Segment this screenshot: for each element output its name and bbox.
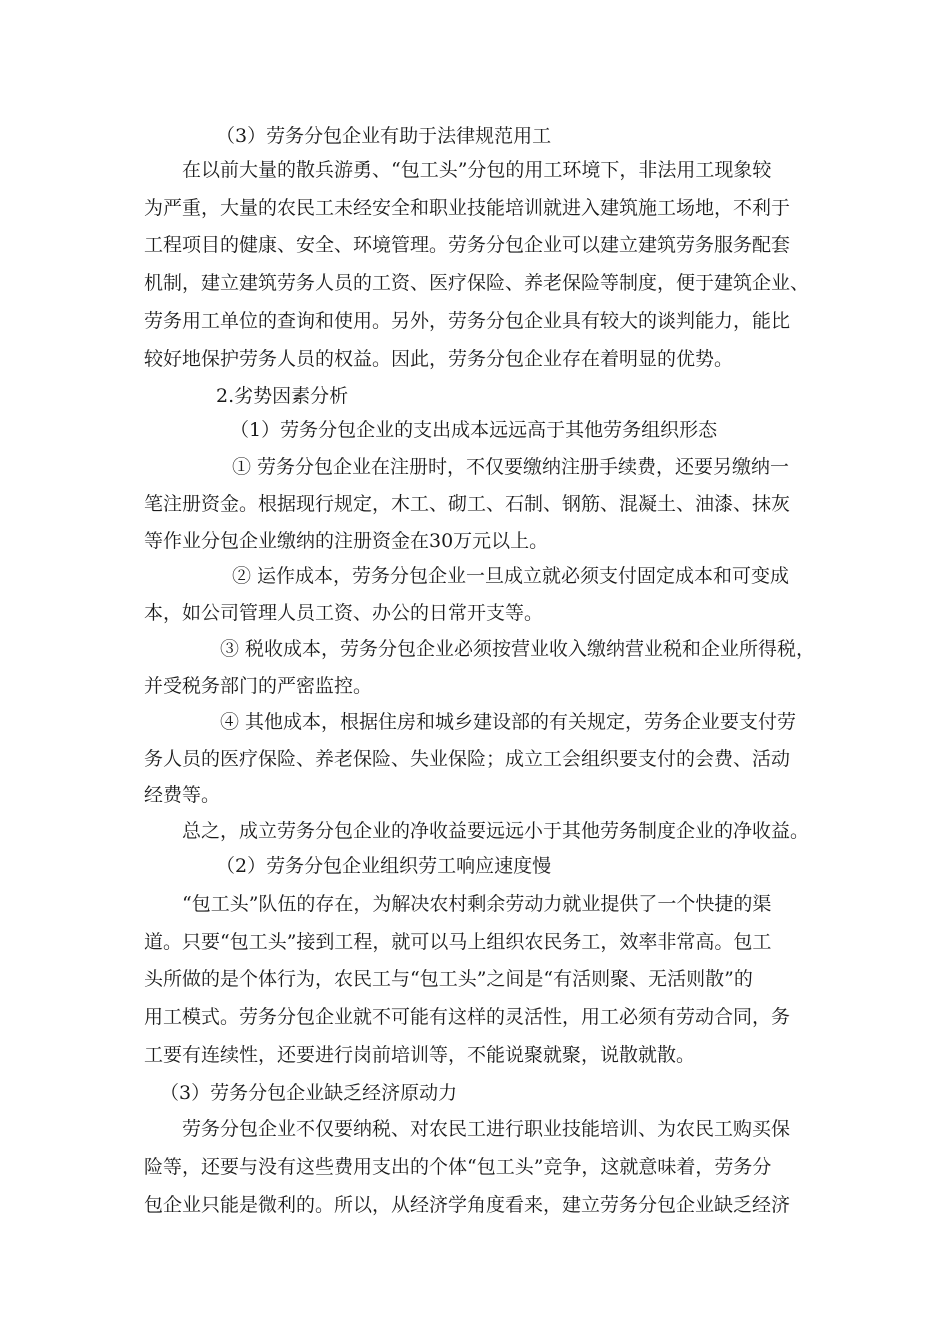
paragraph-line: 险等，还要与没有这些费用支出的个体“包工头”竞争，这就意味着，劳务分 [144,1156,772,1178]
paragraph-line: 劳务分包企业不仅要纳税、对农民工进行职业技能培训、为农民工购买保 [182,1118,791,1140]
paragraph-line: 工要有连续性，还要进行岗前培训等，不能说聚就聚，说散就散。 [144,1044,696,1066]
section-heading-legal-employment: （3）劳务分包企业有助于法律规范用工 [216,125,552,147]
subsection-heading-costs: （1）劳务分包企业的支出成本远远高于其他劳务组织形态 [230,419,718,441]
paragraph-line: 务人员的医疗保险、养老保险、失业保险；成立工会组织要支付的会费、活动 [144,748,791,770]
paragraph-line: 等作业分包企业缴纳的注册资金在30万元以上。 [144,530,549,552]
paragraph-line: 工程项目的健康、安全、环境管理。劳务分包企业可以建立建筑劳务服务配套 [144,234,791,256]
paragraph-line: “包工头”队伍的存在，为解决农村剩余劳动力就业提供了一个快捷的渠 [182,893,772,915]
paragraph-line: 较好地保护劳务人员的权益。因此，劳务分包企业存在着明显的优势。 [144,348,734,370]
paragraph-line: 笔注册资金。根据现行规定，木工、砌工、石制、钢筋、混凝土、油漆、抹灰 [144,493,791,515]
list-item-line: ① 劳务分包企业在注册时，不仅要缴纳注册手续费，还要另缴纳一 [232,456,790,478]
list-item-line: ② 运作成本，劳务分包企业一旦成立就必须支付固定成本和可变成 [232,565,790,587]
paragraph-line: 在以前大量的散兵游勇、“包工头”分包的用工环境下，非法用工现象较 [182,159,772,181]
paragraph-line: 总之，成立劳务分包企业的净收益要远远小于其他劳务制度企业的净收益。 [182,820,810,842]
paragraph-line: 经费等。 [144,784,221,806]
paragraph-line: 劳务用工单位的查询和使用。另外，劳务分包企业具有较大的谈判能力，能比 [144,310,791,332]
paragraph-line: 道。只要“包工头”接到工程，就可以马上组织农民务工，效率非常高。包工 [144,931,772,953]
paragraph-line: 包企业只能是微利的。所以，从经济学角度看来，建立劳务分包企业缺乏经济 [144,1194,791,1216]
paragraph-line: 头所做的是个体行为，农民工与“包工头”之间是“有活则聚、无活则散”的 [144,968,753,990]
paragraph-line: 为严重，大量的农民工未经安全和职业技能培训就进入建筑施工场地，不利于 [144,197,791,219]
subsection-heading-response-speed: （2）劳务分包企业组织劳工响应速度慢 [216,855,552,877]
paragraph-line: 并受税务部门的严密监控。 [144,675,373,697]
paragraph-line: 机制，建立建筑劳务人员的工资、医疗保险、养老保险等制度，便于建筑企业、 [144,272,810,294]
paragraph-line: 用工模式。劳务分包企业就不可能有这样的灵活性，用工必须有劳动合同，务 [144,1006,791,1028]
list-item-line: ③ 税收成本，劳务分包企业必须按营业收入缴纳营业税和企业所得税， [220,638,816,660]
paragraph-line: 本，如公司管理人员工资、办公的日常开支等。 [144,602,544,624]
section-heading-disadvantages: 2.劣势因素分析 [216,385,349,407]
subsection-heading-economic-motivation: （3）劳务分包企业缺乏经济原动力 [160,1082,458,1104]
list-item-line: ④ 其他成本，根据住房和城乡建设部的有关规定，劳务企业要支付劳 [220,711,797,733]
